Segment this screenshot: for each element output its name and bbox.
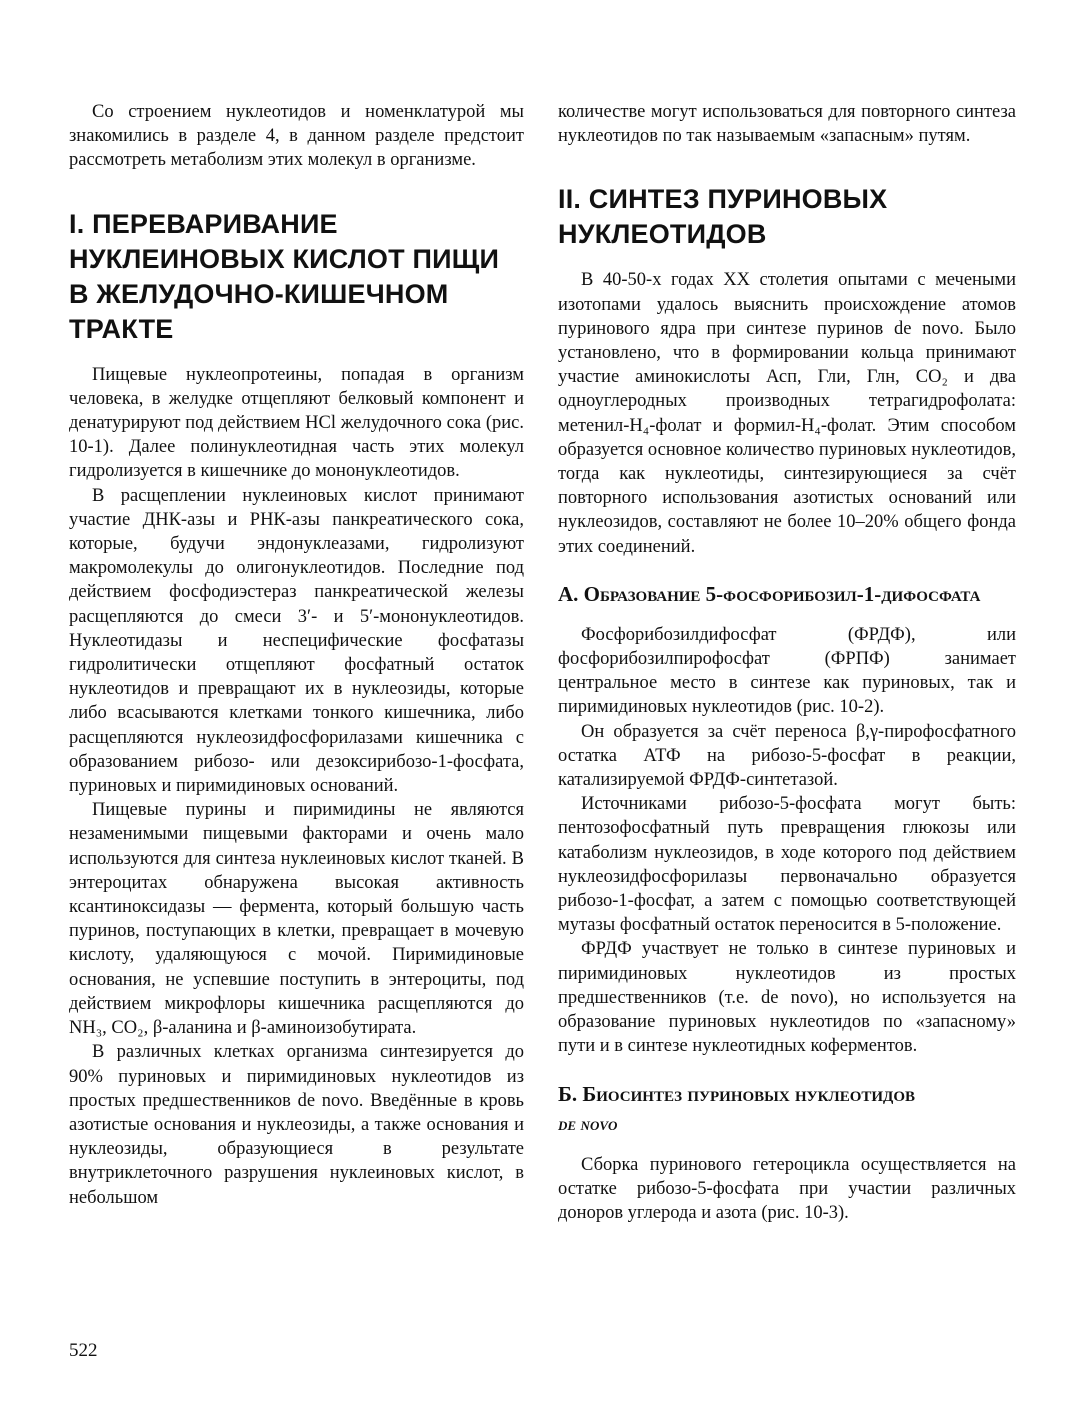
section-2-heading: II. СИНТЕЗ ПУРИНОВЫХ НУКЛЕОТИДОВ — [558, 184, 888, 250]
right-column — [558, 100, 1016, 1225]
paragraph-digestion-3: Пищевые пурины и пиримидины не являются незаменимыми пищевыми факторами и очень мало используются для синтеза нуклеиновых кислот тканей. В энтероцитах обнаружена высокая активность ксантиноксидазы — фермента, который большую часть пуринов, поступающих в клетки, превращает в мочевую кислоту, удаляющуюся с мочой. Пиримидиновые основания, не успевшие поступить в энтероциты, под действием микрофлоры кишечника расщепляются до NH₃, CO₂, β-аланина и β-аминоизобутирата. — [69, 800, 524, 1039]
paragraph-synthesis-1: В 40-50-х годах XX столетия опытами с мечеными изотопами удалось выяснить происхождение атомов пуринового ядра при синтезе пуринов de novo. Было установлено, что в формировании кольца принимают участие аминокислоты Асп, Гли, Глн, CO₂ и два одноуглеродных производных тетрагидрофолата: метенил-H₄-фолат и формил-H₄-фолат. Этим способом образуется основное количество пуриновых нуклеотидов, тогда как нуклеотиды, синтезирующиеся за счёт повторного использования азотистых оснований или нуклеозидов, составляют не более 10–20% общего фонда этих соединений. — [558, 270, 1016, 557]
paragraph-a-4: ФРДФ участвует не только в синтезе пуриновых и пиримидиновых нуклеотидов из простых предшественников (т.е. de novo), но используется на образование пуриновых нуклеотидов по «запасному» пути и в синтезе нуклеотидных коферментов. — [558, 939, 1016, 1057]
paragraph-digestion-2: В расщеплении нуклеиновых кислот принимают участие ДНК-азы и РНК-азы панкреатического сока, которые, будучи эндонуклеазами, гидролизуют макромолекулы до олигонуклеотидов. Последние под действием фосфодиэстераз панкреатической железы расщепляются до смеси 3′- и 5′-мононуклеотидов. Нуклеотидазы и неспецифические фосфатазы гидролитически отщепляют фосфатный остаток нуклеотидов и превращают их в нуклеозиды, которые либо всасываются клетками тонкого кишечника, либо расщепляются нуклеозидфосфорилазами кишечника с образованием рибозо- или дезоксирибозо-1-фосфата, пуриновых и пиримидиновых оснований. — [69, 485, 524, 797]
paragraph-a-2: Он образуется за счёт переноса β,γ-пирофосфатного остатка АТФ на рибозо-5-фосфат в реакции, катализируемой ФРДФ-синтетазой. — [558, 721, 1016, 791]
paragraph-a-1: Фосфорибозилдифосфат (ФРДФ), или фосфорибозилпирофосфат (ФРПФ) занимает центральное место в синтезе как пуриновых, так и пиримидиновых нуклеотидов (рис. 10-2). — [558, 624, 1016, 718]
page-number: 522 — [69, 1340, 98, 1361]
intro-paragraph: Со строением нуклеотидов и номенклатурой мы знакомились в разделе 4, в данном разделе предстоит рассмотреть метаболизм этих молекул в организме. — [69, 102, 524, 171]
paragraph-b-1: Сборка пуринового гетероцикла осуществляется на остатке рибозо-5-фосфата при участии различных доноров углерода и азота (рис. 10-3). — [558, 1154, 1016, 1223]
subsection-b-subtitle: de novo — [558, 1113, 618, 1134]
left-column — [69, 100, 524, 1210]
paragraph-a-3: Источниками рибозо-5-фосфата могут быть: пентозофосфатный путь превращения глюкозы или катаболизм нуклеозидов, в ходе которого под действием нуклеозидфосфорилазы первоначально образуется рибозо-1-фосфат, а затем с помощью соответствующей мутазы фосфатный остаток переносится в 5-положение. — [558, 794, 1016, 936]
subsection-b-heading — [558, 1079, 1016, 1139]
section-1-heading: I. ПЕРЕВАРИВАНИЕ НУКЛЕИНОВЫХ КИСЛОТ ПИЩИ В ЖЕЛУДОЧНО-КИШЕЧНОМ ТРАКТЕ — [69, 208, 500, 344]
subsection-b-title: Б. Биосинтез пуриновых нуклеотидов — [558, 1081, 916, 1106]
subsection-a-heading: А. Образование 5-фосфорибозил-1-дифосфата — [558, 581, 981, 606]
continuation-paragraph: количестве могут использоваться для повторного синтеза нуклеотидов по так называемым «запасным» путям. — [558, 102, 1016, 147]
paragraph-digestion-4: В различных клетках организма синтезируется до 90% пуриновых и пиримидиновых нуклеотидов из простых предшественников de novo. Введённые в кровь азотистые основания и нуклеозиды, а также основания и нуклеозиды, образующиеся в результате внутриклеточного разрушения нуклеиновых кислот, в небольшом — [69, 1042, 524, 1208]
paragraph-digestion-1: Пищевые нуклеопротеины, попадая в организм человека, в желудке отщепляют белковый компонент и денатурируют под действием HCl желудочного сока (рис. 10-1). Далее полинуклеотидная часть этих молекул гидролизуется в кишечнике до мононуклеотидов. — [69, 364, 524, 482]
